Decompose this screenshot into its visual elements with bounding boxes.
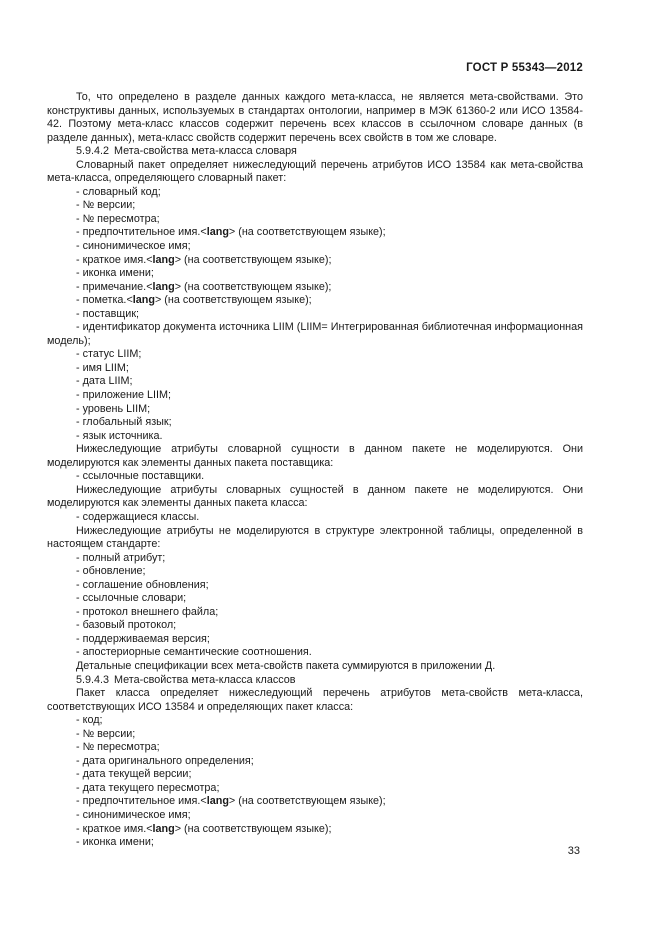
list-item: - ссылочные словари; bbox=[76, 592, 187, 605]
page-body bbox=[47, 91, 583, 850]
list-item: - синонимическое имя; bbox=[76, 240, 191, 253]
list-item: - содержащиеся классы. bbox=[76, 510, 200, 523]
paragraph-metaclass-intro: То, что определено в разделе данных каждого мета-класса, не является мета-свойствами. Это конструктивы данных, используемых в стандартах онтологии, например в МЭК 61360-2 или ИСО 13584-42. Поэтому мета-класс классов содержит перечень всех классов в ссылочном словаре данных (в разделе данных), мета-класс свойств содержит перечень всех свойств в том же словаре. bbox=[47, 91, 583, 144]
list-item: - имя LIIM; bbox=[76, 361, 129, 374]
list-item: - предпочтительное имя.<lang> (на соответствующем языке); bbox=[76, 795, 386, 808]
list-item: - обновление; bbox=[76, 565, 146, 578]
list-item: - код; bbox=[76, 714, 103, 727]
section-heading-5-9-4-3 bbox=[47, 674, 583, 688]
list-item: - соглашение обновления; bbox=[76, 578, 209, 591]
list-item: - протокол внешнего файла; bbox=[76, 605, 219, 618]
list-item: - глобальный язык; bbox=[76, 416, 172, 429]
list-item: - иконка имени; bbox=[76, 836, 154, 849]
lang-token: lang bbox=[152, 253, 175, 266]
list-item: - иконка имени; bbox=[76, 267, 154, 280]
lang-token: lang bbox=[152, 822, 175, 835]
list-item: - дата оригинального определения; bbox=[76, 754, 254, 767]
list-item: - апостериорные семантические соотношения. bbox=[76, 646, 312, 659]
list-supplier-attributes bbox=[47, 470, 583, 484]
list-item: - статус LIIM; bbox=[76, 348, 142, 361]
section-number: 5.9.4.3 bbox=[76, 673, 110, 686]
list-item: - синонимическое имя; bbox=[76, 808, 191, 821]
paragraph-class-package: Нижеследующие атрибуты словарных сущностей в данном пакете не моделируются. Они моделируются как элементы данных пакета класса: bbox=[47, 483, 583, 510]
lang-token: lang bbox=[132, 294, 155, 307]
list-item: - поддерживаемая версия; bbox=[76, 632, 210, 645]
list-item: - краткое имя.<lang> (на соответствующем языке); bbox=[76, 822, 332, 835]
paragraph-supplier-package: Нижеследующие атрибуты словарной сущности в данном пакете не моделируются. Они моделируются как элементы данных пакета поставщика: bbox=[47, 443, 583, 469]
section-title: Мета-свойства мета-класса словаря bbox=[114, 145, 297, 158]
list-item: - примечание.<lang> (на соответствующем языке); bbox=[76, 280, 332, 293]
list-item: - дата текущей версии; bbox=[76, 768, 192, 781]
list-item: - № пересмотра; bbox=[76, 741, 160, 754]
list-item: - пометка.<lang> (на соответствующем языке); bbox=[76, 294, 312, 307]
lang-token: lang bbox=[206, 226, 229, 239]
list-item: - идентификатор документа источника LIIM (LIIM= Интегрированная библиотечная информационная модель); bbox=[47, 321, 583, 347]
paragraph-class-package-definition: Пакет класса определяет нижеследующий перечень атрибутов мета-свойств мета-класса, соответствующих ИСО 13584 и определяющих пакет класса: bbox=[47, 687, 583, 713]
list-item: - № версии; bbox=[76, 727, 136, 740]
list-item: - предпочтительное имя.<lang> (на соответствующем языке); bbox=[76, 226, 386, 239]
paragraph-dictionary-package: Словарный пакет определяет нижеследующий перечень атрибутов ИСО 13584 как мета-свойства мета-класса, определяющего словарный пакет: bbox=[47, 158, 583, 185]
section-title: Мета-свойства мета-класса классов bbox=[114, 673, 296, 686]
list-item: - дата текущего пересмотра; bbox=[76, 781, 220, 794]
paragraph-appendix-reference: Детальные спецификации всех мета-свойств пакета суммируются в приложении Д. bbox=[76, 659, 496, 672]
list-item: - ссылочные поставщики. bbox=[76, 470, 205, 483]
lang-token: lang bbox=[152, 280, 175, 293]
list-item: - поставщик; bbox=[76, 307, 140, 320]
list-item: - краткое имя.<lang> (на соответствующем языке); bbox=[76, 253, 332, 266]
list-item: - № версии; bbox=[76, 199, 136, 212]
list-class-package-attributes bbox=[47, 511, 583, 525]
list-class-attributes bbox=[47, 714, 583, 849]
document-header: ГОСТ Р 55343—2012 bbox=[466, 62, 583, 74]
list-item: - словарный код; bbox=[76, 185, 161, 198]
list-item: - уровень LIIM; bbox=[76, 402, 151, 415]
list-dictionary-attributes bbox=[47, 186, 583, 443]
list-spreadsheet-exclusions bbox=[47, 552, 583, 660]
section-number: 5.9.4.2 bbox=[76, 145, 110, 158]
list-item: - базовый протокол; bbox=[76, 619, 177, 632]
list-item: - приложение LIIM; bbox=[76, 389, 172, 402]
page-number: 33 bbox=[567, 845, 580, 857]
list-item: - дата LIIM; bbox=[76, 375, 133, 388]
paragraph-spreadsheet-exclusions: Нижеследующие атрибуты не моделируются в структуре электронной таблицы, определенной в настоящем стандарте: bbox=[47, 524, 583, 551]
list-item: - полный атрибут; bbox=[76, 551, 166, 564]
lang-token: lang bbox=[206, 795, 229, 808]
section-heading-5-9-4-2 bbox=[47, 145, 583, 159]
list-item: - язык источника. bbox=[76, 429, 163, 442]
list-item: - № пересмотра; bbox=[76, 212, 160, 225]
